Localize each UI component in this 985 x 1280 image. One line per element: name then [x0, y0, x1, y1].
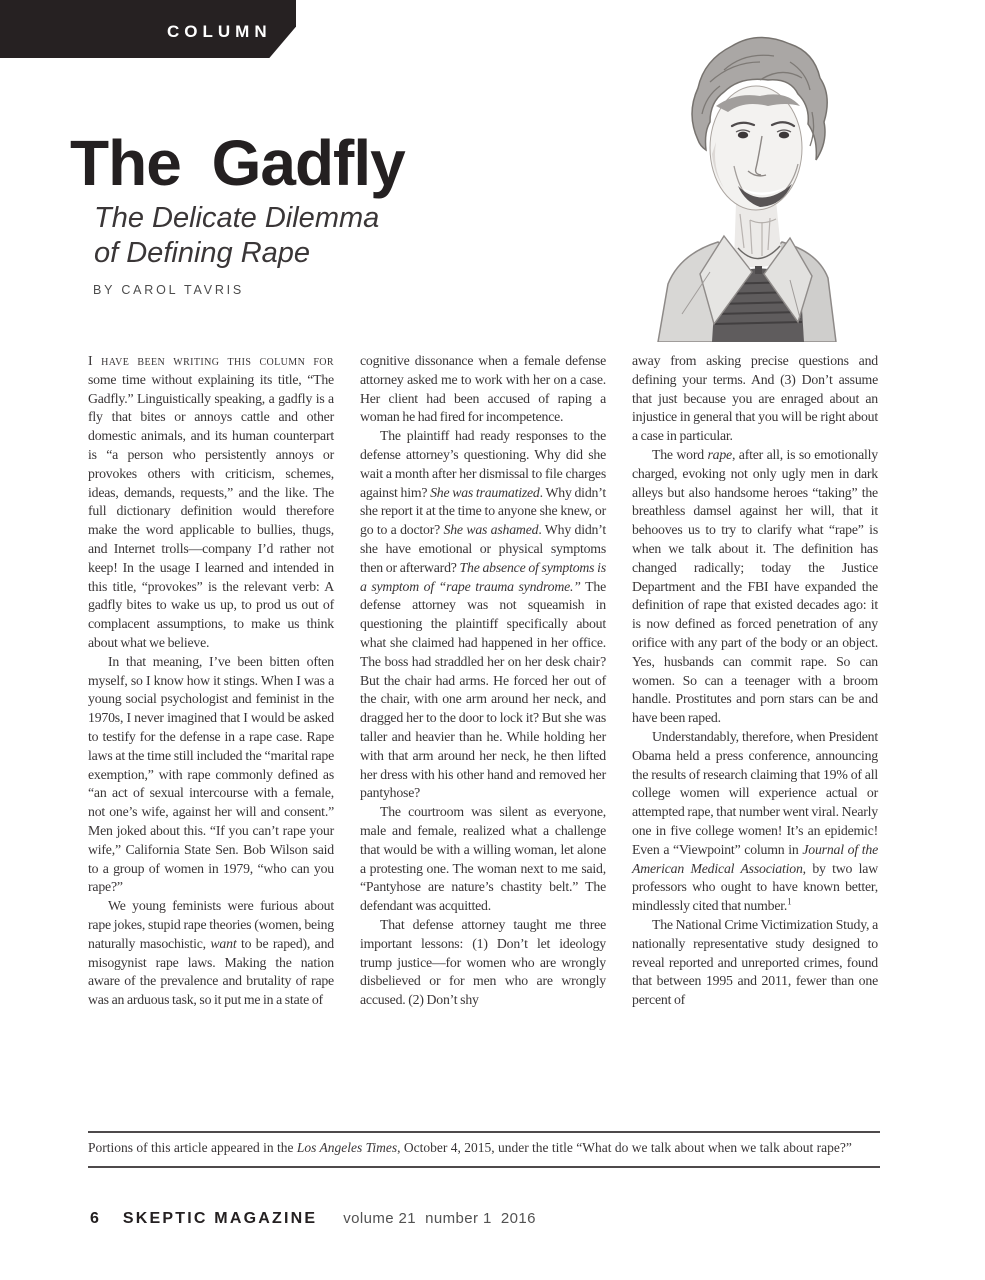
text-segment: The National Crime Victimization Study, a nationally representative study designed to reveal reported and unreported crimes, found that between 1995 and 2011, fewer than one percent of	[632, 916, 878, 1008]
text-segment: We young feminists were furious about rape jokes, stupid rape theories (women, being naturally masochistic,	[88, 898, 334, 951]
text-segment: That defense attorney taught me three important lessons: (1) Don’t let ideology trump justice—for women who are wrongly disbelieved or for men who are wrongly accused. (2) Don’t shy	[360, 916, 606, 1008]
subtitle-line-1: The Delicate Dilemma	[94, 202, 380, 234]
footnote-rule-bottom	[88, 1166, 880, 1168]
paragraph	[360, 803, 606, 916]
text-segment: some time without explaining its title, “The Gadfly.” Linguistically speaking, a gadfly is a fly that bites or annoys cattle and other domestic animals, and its human counterpart is “a person who persistently annoys or provokes others with criticism, schemes, ideas, demands, requests,” and the like. The full dictionary definition would therefore make the word applicable to bullies, thugs, and Internet trolls—company I’d rather not keep! In the usage I learned and intended in this title, “provokes” is the relevant verb: A gadfly bites to wake us up, to prod us out of complacent assumptions, to make us think about what we believe.	[88, 371, 334, 650]
text-segment: 1	[787, 896, 792, 907]
subtitle-line-2: of Defining Rape	[94, 237, 311, 269]
footnote-rule-top	[88, 1131, 880, 1133]
text-segment: cognitive dissonance when a female defense attorney asked me to work with her on a case. Her client had been accused of raping a woman he had fired for incompetence.	[360, 353, 606, 425]
text-segment: Los Angeles Times	[296, 1140, 398, 1155]
paragraph	[632, 916, 878, 1010]
text-column-1	[88, 352, 334, 1010]
footnote-text	[88, 1140, 880, 1156]
page-number: 6	[90, 1210, 99, 1227]
magazine-name: SKEPTIC MAGAZINE	[122, 1210, 318, 1227]
text-segment: In that meaning, I’ve been bitten often myself, so I know how it stings. When I was a young social psychologist and feminist in the 1970s, I never imagined that I would be asked to testify for the defense in a rape case. Rape laws at the time still included the “marital rape exemption,” with rape commonly defined as “an act of sexual intercourse with a female, not one’s wife, against her will and consent.” Men joked about this. “If you can’t rape your wife,” California State Sen. Bob Wilson said to a group of women in 1979, “who can you rape?”	[88, 653, 334, 895]
paragraph	[360, 427, 606, 803]
text-segment: . Why didn’t she report it at the time to anyone she knew, or go to a doctor?	[360, 484, 606, 538]
text-segment: I have been writing this column for	[88, 353, 334, 368]
issue-info: volume 21 number 1 2016	[343, 1210, 536, 1227]
article-body	[88, 352, 878, 1010]
text-segment: to be raped), and misogynist rape laws. Making the nation aware of the prevalence and brutality of rape was an arduous task, so it put me in a state of	[88, 935, 334, 1008]
page-footer	[90, 1210, 536, 1228]
text-segment: . Why didn’t she have emotional or physical symptoms then or afterward?	[360, 522, 607, 575]
paragraph	[88, 653, 334, 897]
text-segment: The word	[652, 446, 708, 462]
byline: BY CAROL TAVRIS	[93, 283, 245, 297]
column-banner-label: COLUMN	[167, 22, 272, 41]
text-segment: The courtroom was silent as everyone, male and female, realized what a challenge that would be with a willing woman, let alone a protesting one. The woman next to me said, “Pantyhose are nature’s chastity belt.” The defendant was acquitted.	[360, 804, 606, 914]
paragraph	[360, 916, 606, 1010]
text-segment: , October 4, 2015, under the title “What do we talk about when we talk about rape?”	[397, 1140, 852, 1155]
text-segment: , by two law professors who ought to have known better, mindlessly cited that number.	[632, 860, 878, 914]
text-segment: The absence of symptoms is a symptom of “rape trauma syndrome.”	[360, 559, 606, 594]
text-segment: She was ashamed	[443, 522, 539, 538]
text-segment: The plaintiff had ready responses to the defense attorney’s questioning. Why did she wait a month after her dismissal to file charges against him?	[360, 428, 606, 500]
text-segment: , after all, is so emotionally charged, evoking not only ugly men in dark alleys but also handsome heroes “taking” the breathless damsel against her will, that it behooves us to try to clarify what “rape” is when we talk about it. The definition has changed radically; today the Justice Department and the FBI have expanded the definition of rape that existed decades ago: it is now defined as forced penetration of any orifice with any part of the body or an object. Yes, husbands can commit rape. So can women. So can a teenager with a broom handle. Prostitutes and porn stars can be and have been raped.	[632, 446, 878, 726]
text-segment: away from asking precise questions and defining your terms. And (3) Don’t assume that just because you are enraged about an injustice in general that you will be right about a case in particular.	[632, 353, 878, 444]
paragraph	[88, 897, 334, 1010]
text-column-3	[632, 352, 878, 1010]
paragraph	[632, 446, 878, 728]
text-column-2	[360, 352, 606, 1010]
text-segment: Understandably, therefore, when President Obama held a press conference, announcing the results of research claiming that 19% of all college women will experience actual or attempted rape, that number went viral. Nearly one in five college women! It’s an epidemic! Even a “Viewpoint” column in	[632, 728, 879, 857]
paragraph	[88, 352, 334, 653]
text-segment: want	[210, 935, 237, 951]
text-segment: Portions of this article appeared in the	[88, 1140, 297, 1155]
paragraph	[632, 728, 878, 916]
text-segment: She was traumatized	[430, 484, 540, 500]
author-portrait-illustration	[640, 22, 852, 342]
text-segment: Journal of the American Medical Association	[632, 841, 879, 876]
text-segment: The defense attorney was not squeamish in questioning the plaintiff specifically about what she claimed had happened in her office. The boss had straddled her on her desk chair? But the chair had arms. He forced her out of the chair, with one arm around her neck, and dragged her to the door to lock it? But she was taller and heavier than he. While holding her with that arm around her neck, he then lifted her dress with his other hand and removed her pantyhose?	[360, 578, 606, 801]
article-subtitle	[94, 201, 379, 271]
article-title: The Gadfly	[70, 126, 405, 199]
text-segment: rape	[707, 446, 732, 462]
paragraph	[632, 352, 878, 446]
paragraph	[360, 352, 606, 427]
